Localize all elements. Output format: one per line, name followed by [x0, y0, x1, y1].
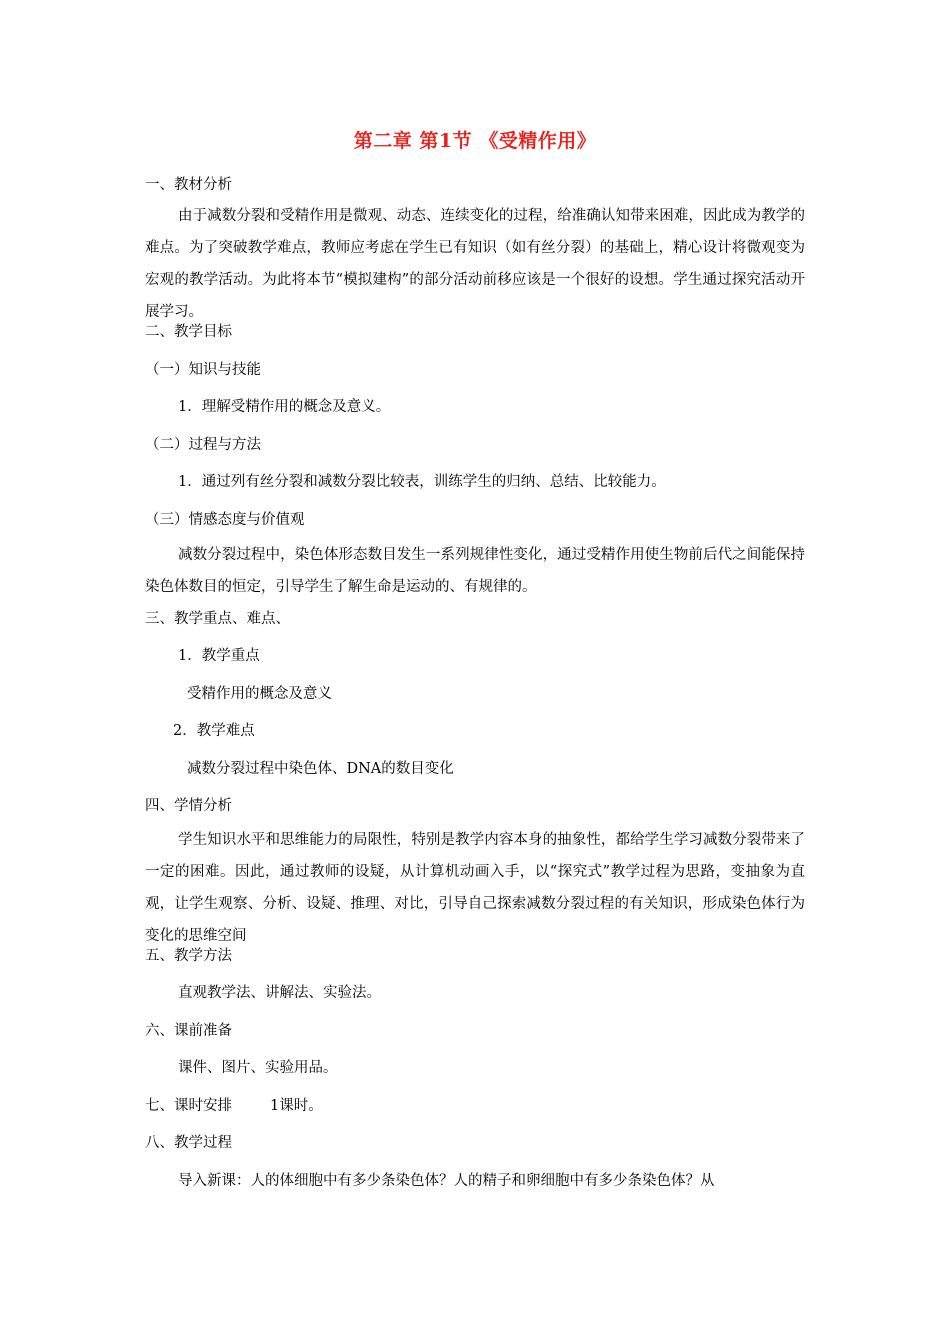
- section-heading-key-points: 三、教学重点、难点、: [145, 611, 290, 627]
- section-heading-process: 八、教学过程: [145, 1135, 232, 1151]
- text-introduction: 导入新课：人的体细胞中有多少条染色体？人的精子和卵细胞中有多少条染色体？从: [178, 1173, 715, 1189]
- section-heading-student-analysis: 四、学情分析: [145, 798, 232, 814]
- paragraph-attitude: 减数分裂过程中，染色体形态数目发生一系列规律性变化，通过受精作用使生物前后代之间能保持染色体数目的恒定，引导学生了解生命是运动的、有规律的。: [145, 547, 805, 595]
- section-heading-goals: 二、教学目标: [145, 324, 232, 340]
- text-preparation: 课件、图片、实验用品。: [178, 1060, 338, 1076]
- text-key-point: 受精作用的概念及意义: [187, 686, 332, 702]
- document-title: 第二章 第1节 《受精作用》: [353, 130, 597, 152]
- list-item-knowledge: 1．理解受精作用的概念及意义。: [178, 399, 391, 415]
- paragraph-analysis: 由于减数分裂和受精作用是微观、动态、连续变化的过程，给准确认知带来困难，因此成为教学的难点。为了突破教学难点，教师应考虑在学生已有知识（如有丝分裂）的基础上，精心设计将微观变为宏观的教学活动。为此将本节“模拟建构”的部分活动前移应该是一个很好的设想。学生通过探究活动开展学习。: [145, 208, 805, 320]
- text-methods: 直观教学法、讲解法、实验法。: [178, 985, 381, 1001]
- section-heading-preparation: 六、课前准备: [145, 1023, 232, 1039]
- paragraph-student-analysis: 学生知识水平和思维能力的局限性，特别是教学内容本身的抽象性，都给学生学习减数分裂带来了一定的困难。因此，通过教师的设疑，从计算机动画入手，以“探究式”教学过程为思路，变抽象为直观，让学生观察、分析、设疑、推理、对比，引导自己探索减数分裂过程的有关知识，形成染色体行为变化的思维空间: [145, 832, 805, 944]
- section-heading-analysis: 一、教材分析: [145, 177, 232, 193]
- section-heading-methods: 五、教学方法: [145, 948, 232, 964]
- text-difficulty: 减数分裂过程中染色体、DNA的数目变化: [187, 761, 454, 777]
- list-item-difficulty: 2．教学难点: [173, 723, 255, 739]
- text-schedule: 1课时。: [270, 1098, 323, 1114]
- subheading-knowledge: （一）知识与技能: [145, 362, 261, 378]
- subheading-process: （二）过程与方法: [145, 437, 261, 453]
- list-item-key-point: 1．教学重点: [178, 648, 260, 664]
- subheading-attitude: （三）情感态度与价值观: [145, 512, 305, 528]
- list-item-process: 1．通过列有丝分裂和减数分裂比较表，训练学生的归纳、总结、比较能力。: [178, 474, 666, 490]
- section-heading-schedule: 七、课时安排: [145, 1098, 232, 1114]
